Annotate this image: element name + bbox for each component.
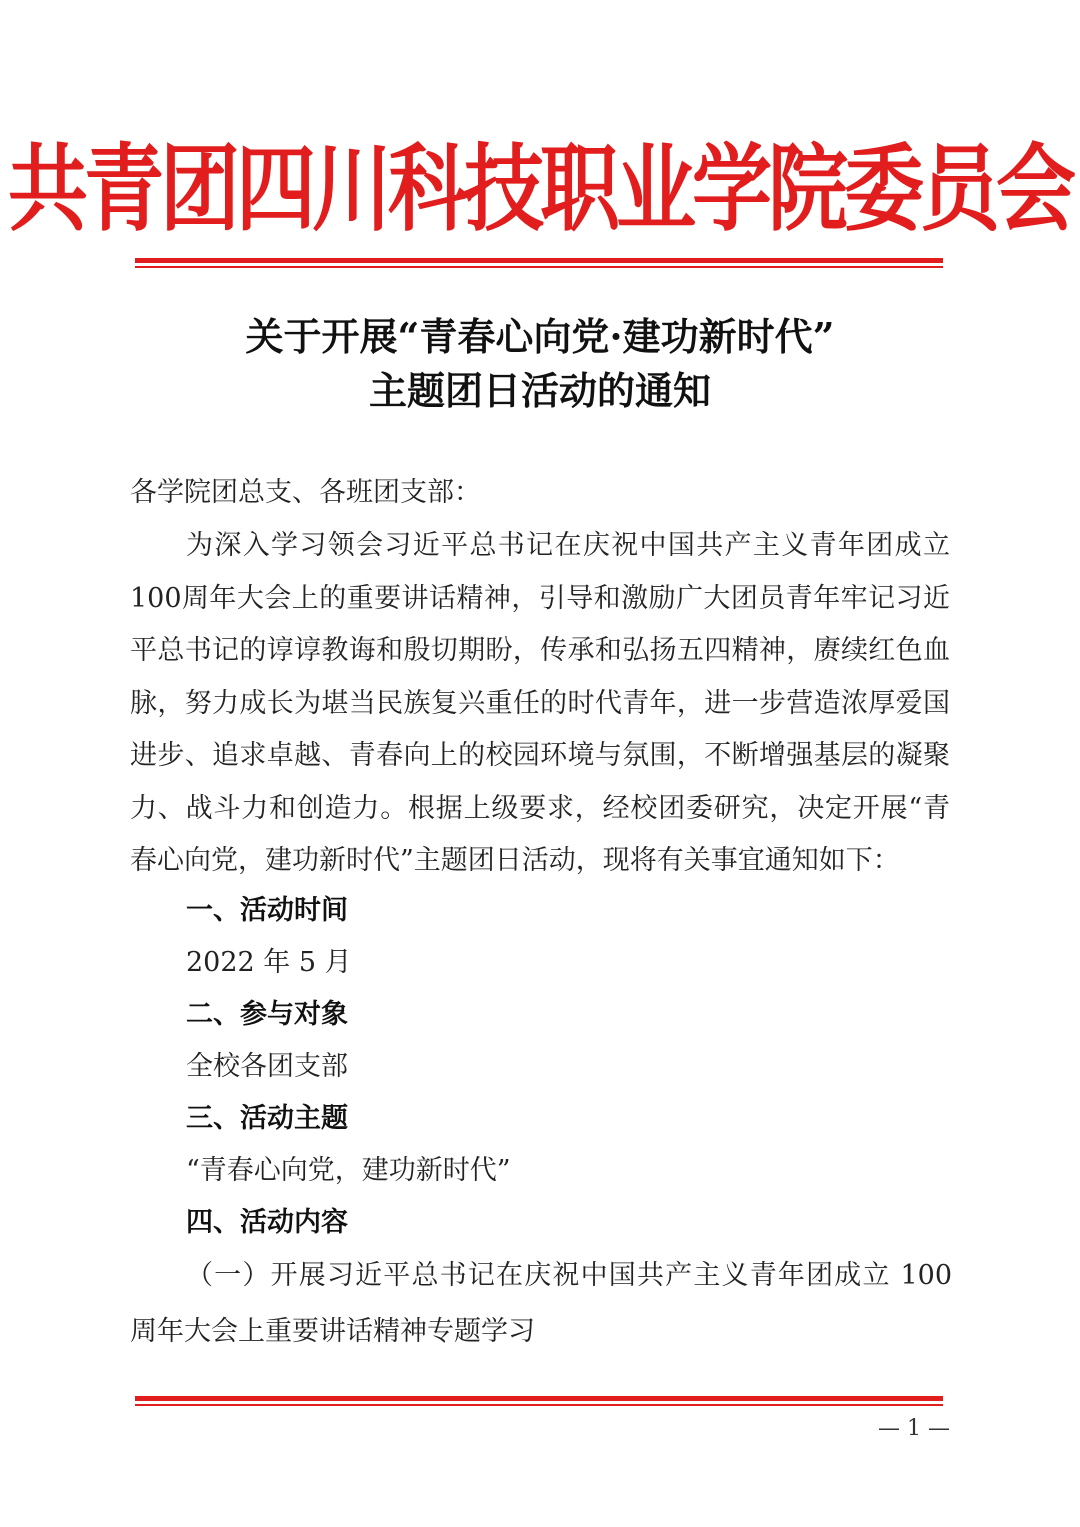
intro-text: 为深入学习领会习近平总书记在庆祝中国共产主义青年团成立100周年大会上的重要讲话精神，引导和激励广大团员青年牢记习近平总书记的谆谆教诲和殷切期盼，传承和弘扬五四精神，赓续红色血脉，努力成长为堪当民族复兴重任的时代青年，进一步营造浓厚爱国进步、追求卓越、青春向上的校园环境与氛围，不断增强基层的凝聚力、战斗力和创造力。根据上级要求，经校团委研究，决定开展“青春心向党，建功新时代”主题团日活动，现将有关事宜通知如下： (130, 530, 950, 876)
salutation: 各学院团总支、各班团支部： (130, 477, 481, 508)
document-title-line-2: 主题团日活动的通知 (368, 368, 711, 413)
section-content-participants: 全校各团支部 (186, 1051, 348, 1082)
section-heading-participants: 二、参与对象 (186, 999, 348, 1030)
document-title-line-1: 关于开展“青春心向党·建功新时代” (245, 314, 835, 359)
page-number: — 1 — (878, 1416, 950, 1441)
footer-divider (135, 1396, 943, 1406)
section-content-time: 2022 年 5 月 (186, 947, 352, 978)
section-heading-content: 四、活动内容 (186, 1207, 348, 1238)
content-item-1-text: （一）开展习近平总书记在庆祝中国共产主义青年团成立 100 周年大会上重要讲话精神专题学习 (130, 1260, 952, 1347)
section-heading-theme: 三、活动主题 (186, 1103, 348, 1134)
masthead-divider (135, 258, 943, 268)
section-heading-time: 一、活动时间 (186, 895, 348, 926)
masthead: 共青团四川科技职业学院委员会 (8, 133, 1072, 244)
intro-paragraph (130, 520, 950, 888)
content-item-1 (130, 1248, 952, 1360)
section-content-theme: “青春心向党，建功新时代” (186, 1155, 511, 1186)
